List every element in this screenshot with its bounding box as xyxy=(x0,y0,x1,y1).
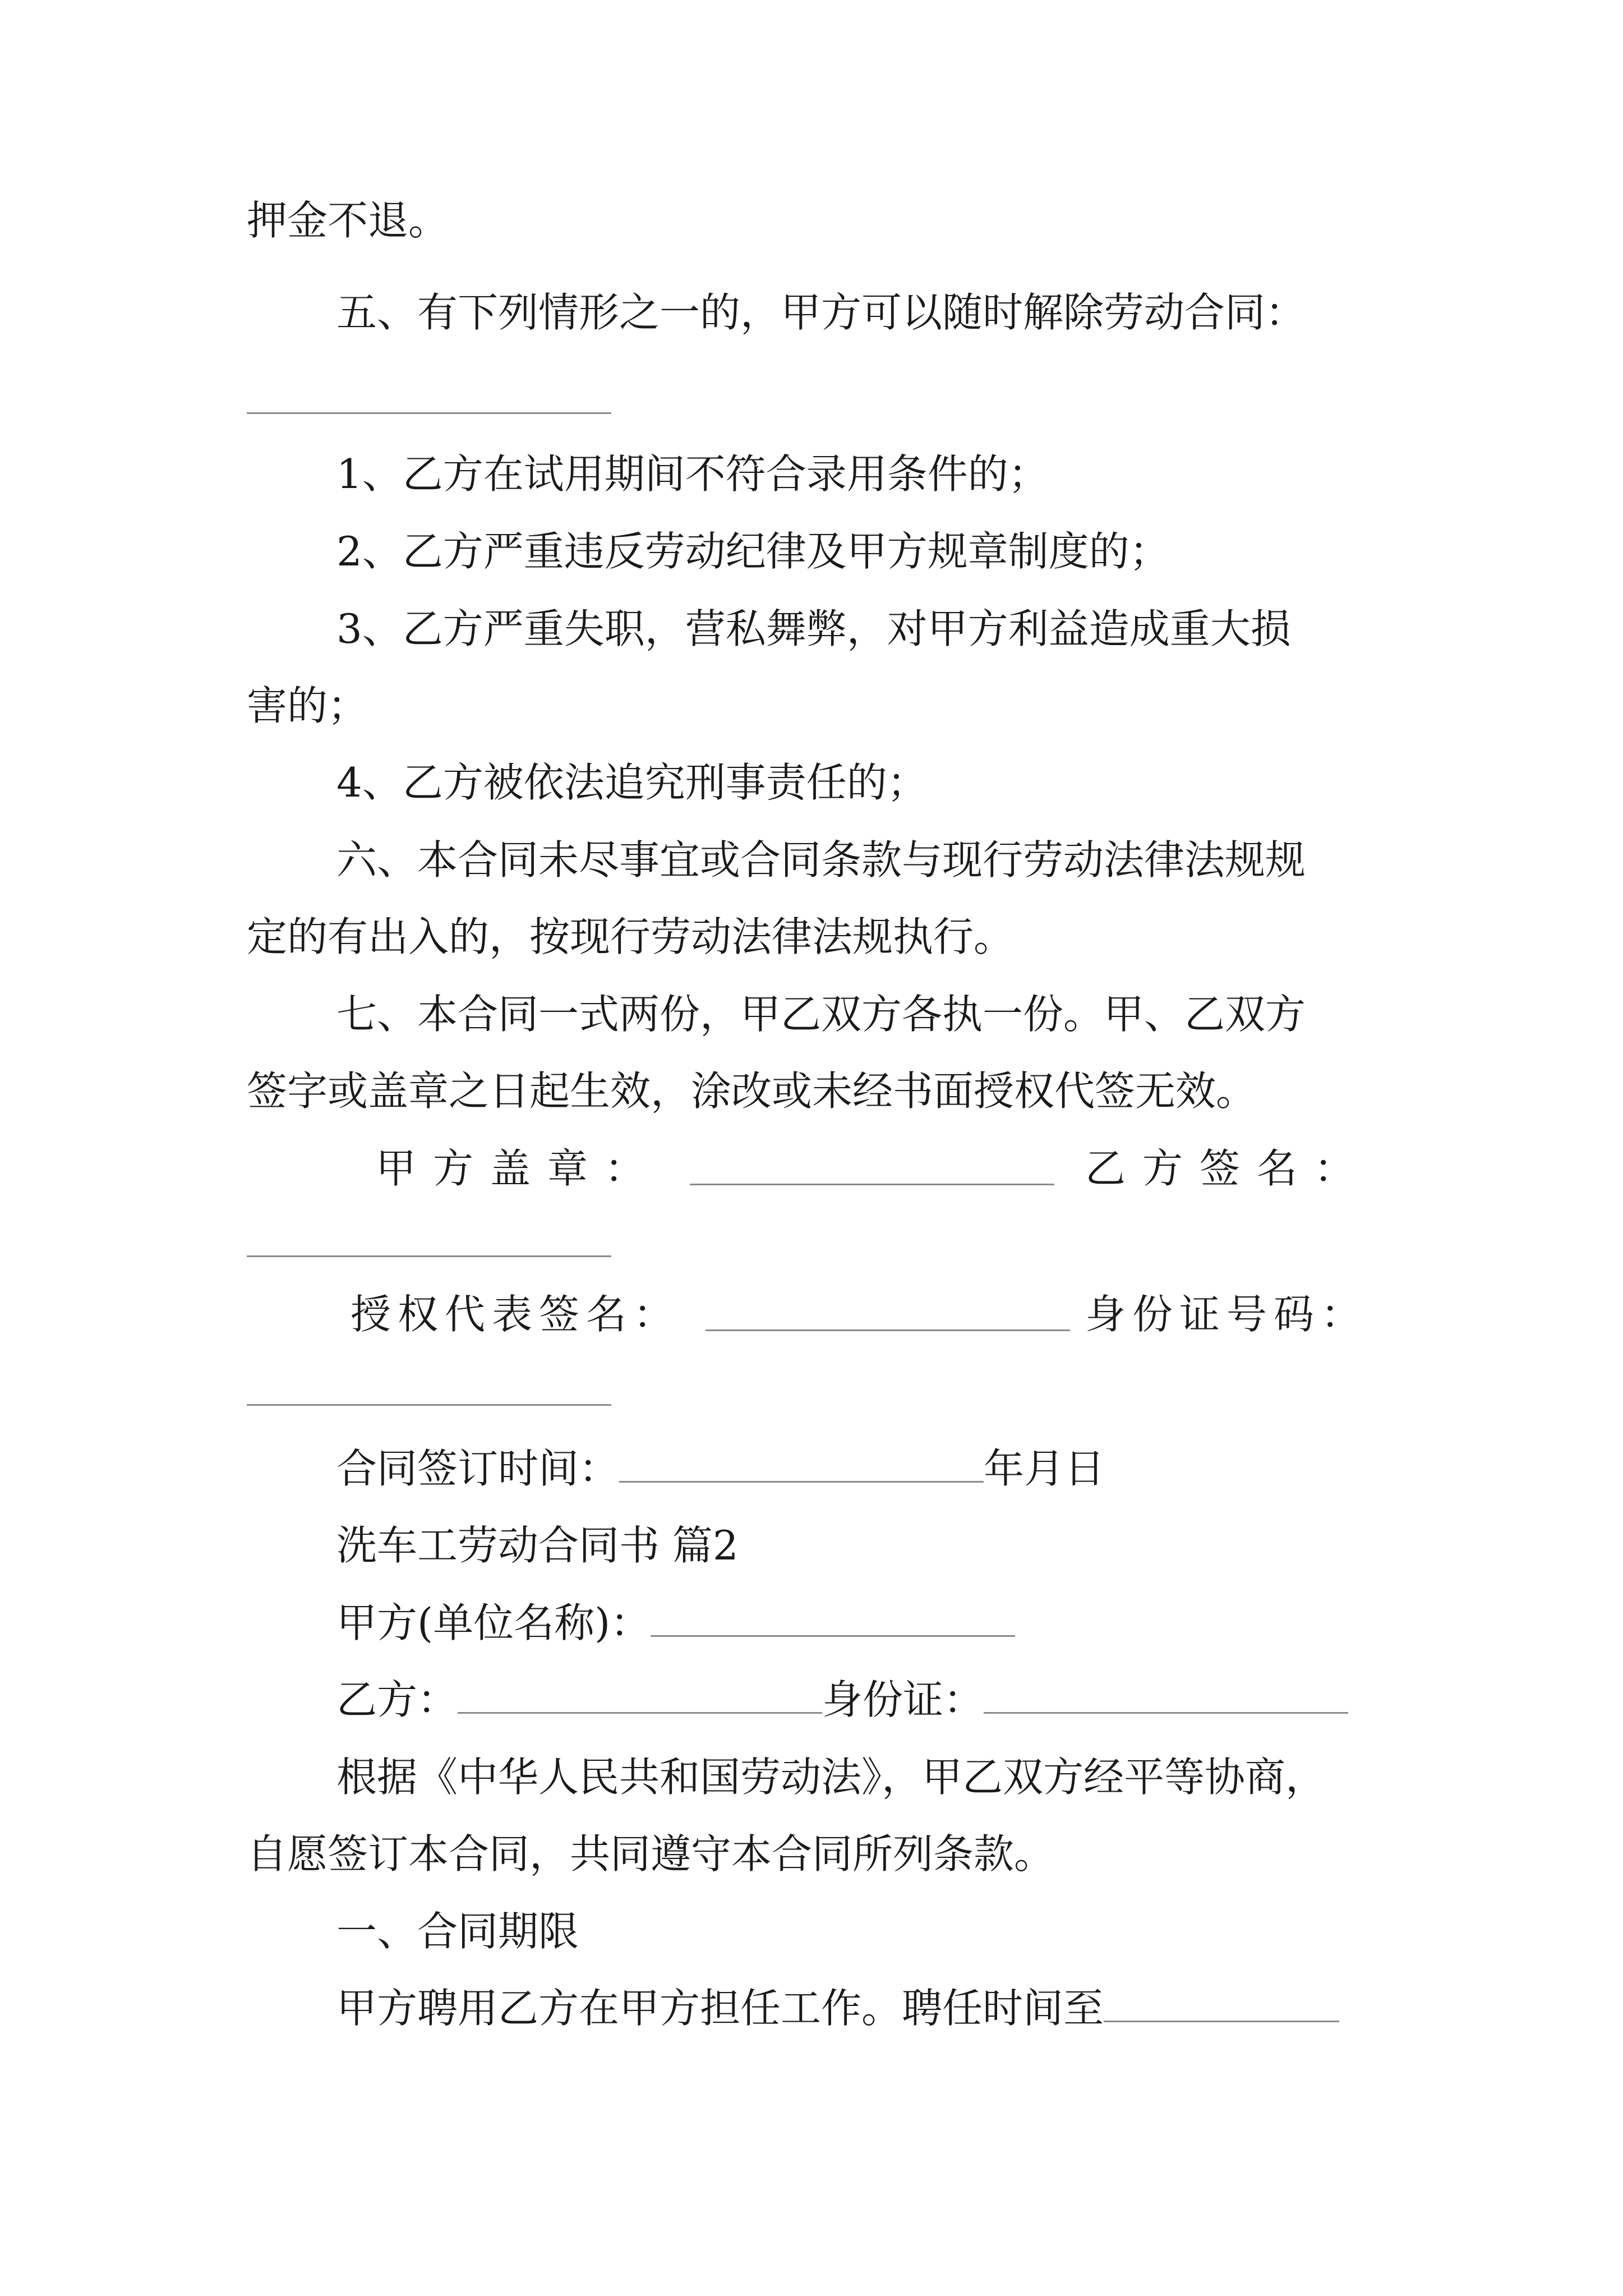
text-line-1 xyxy=(247,192,449,249)
rep-sign-blank[interactable] xyxy=(706,1329,1070,1331)
paragraph-text: 七、本合同一式两份，甲乙双方各执一份。甲、乙双方 xyxy=(336,991,1306,1038)
blank-underline xyxy=(247,412,611,414)
party-a-seal-label: 甲方盖章： xyxy=(376,1145,662,1192)
party-b-row xyxy=(336,1672,1348,1728)
signing-date-blank[interactable] xyxy=(619,1442,984,1483)
signing-date-label: 合同签订时间： xyxy=(336,1445,620,1492)
clause-6-cont xyxy=(247,909,1014,965)
clause-5-heading xyxy=(336,284,1306,341)
party-b-id-blank[interactable] xyxy=(984,1673,1348,1714)
rep-sign-label: 授权代表签名： xyxy=(351,1291,681,1338)
paragraph-text: 害的； xyxy=(247,682,368,729)
term-end-blank[interactable] xyxy=(1104,1981,1339,2022)
paragraph-text: 定的有出入的，按现行劳动法律法规执行。 xyxy=(247,913,1015,960)
paragraph-text: 甲方聘用乙方在甲方担任工作。聘任时间至 xyxy=(336,1985,1104,2032)
clause-5-item-3 xyxy=(336,601,1291,657)
preamble xyxy=(336,1749,1326,1805)
party-a-seal-blank[interactable] xyxy=(690,1184,1054,1185)
signature-row xyxy=(376,1140,662,1197)
paragraph-text: 根据《中华人民共和国劳动法》，甲乙双方经平等协商， xyxy=(336,1754,1326,1801)
id-number-label: 身份证号码： xyxy=(1085,1291,1368,1338)
signing-date-suffix: 年月日 xyxy=(984,1445,1105,1492)
paragraph-text: 签字或盖章之日起生效，涂改或未经书面授权代签无效。 xyxy=(247,1068,1257,1115)
section-title: 洗车工劳动合同书 篇2 xyxy=(336,1522,739,1569)
signing-date-row xyxy=(336,1441,1105,1497)
clause-6 xyxy=(336,832,1306,888)
preamble-cont xyxy=(247,1826,1054,1882)
paragraph-text: 自愿签订本合同，共同遵守本合同所列条款。 xyxy=(247,1830,1055,1878)
id-number-blank[interactable] xyxy=(247,1404,611,1406)
clause-7-cont xyxy=(247,1063,1256,1119)
paragraph-text: 1、乙方在试用期间不符合录用条件的； xyxy=(336,450,1049,498)
clause-5-item-3-cont xyxy=(247,678,368,734)
clause-1-heading xyxy=(336,1903,579,1959)
clause-5-item-1 xyxy=(336,446,1049,502)
clause-1-text xyxy=(336,1980,1339,2036)
party-b-sign-blank[interactable] xyxy=(247,1255,611,1257)
paragraph-text: 3、乙方严重失职，营私舞弊，对甲方利益造成重大损 xyxy=(336,605,1291,652)
party-b-label: 乙方： xyxy=(336,1676,458,1723)
rep-row xyxy=(351,1286,680,1342)
paragraph-text: 押金不退。 xyxy=(247,197,449,244)
party-a-label: 甲方(单位名称)： xyxy=(336,1599,651,1646)
section-title-part-2 xyxy=(336,1517,739,1573)
clause-5-item-4 xyxy=(336,754,928,811)
id-number-row xyxy=(1085,1286,1368,1342)
paragraph-text: 一、合同期限 xyxy=(336,1908,579,1955)
clause-7 xyxy=(336,986,1306,1042)
party-b-id-label: 身份证： xyxy=(822,1676,984,1723)
paragraph-text: 4、乙方被依法追究刑事责任的； xyxy=(336,759,928,806)
party-b-name-blank[interactable] xyxy=(458,1673,822,1714)
paragraph-text: 2、乙方严重违反劳动纪律及甲方规章制度的； xyxy=(336,528,1170,575)
paragraph-text: 五、有下列情形之一的，甲方可以随时解除劳动合同： xyxy=(336,289,1306,336)
party-a-blank[interactable] xyxy=(651,1596,1015,1637)
paragraph-text: 六、本合同未尽事宜或合同条款与现行劳动法律法规规 xyxy=(336,836,1306,884)
party-a-row xyxy=(336,1595,1015,1651)
party-b-sign-label: 乙方签名： xyxy=(1085,1145,1372,1192)
party-b-sign-row xyxy=(1085,1140,1371,1197)
clause-5-item-2 xyxy=(336,523,1170,579)
